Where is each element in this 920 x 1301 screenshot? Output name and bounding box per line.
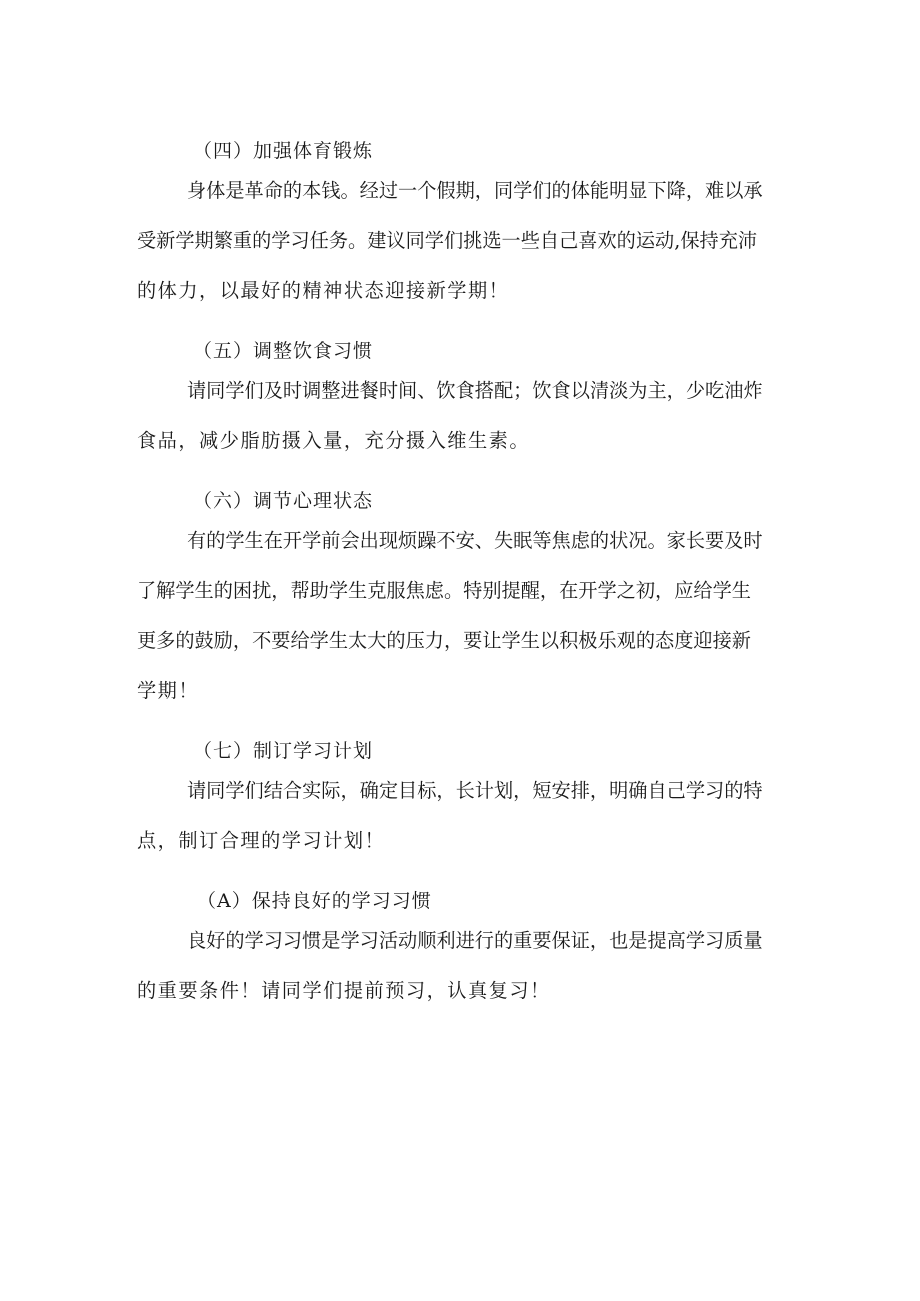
section-heading: （A）保持良好的学习习惯 <box>197 890 432 912</box>
section-study-plan <box>137 726 787 876</box>
section-physical-exercise <box>137 126 787 326</box>
section-heading: （五）调整饮食习惯 <box>193 340 374 362</box>
paragraph-line: 学期！ <box>137 679 200 702</box>
section-paragraph <box>137 776 787 876</box>
paragraph-line: 有的学生在开学前会出现烦躁不安、失眠等焦虑的状况。家长要及时 <box>187 529 763 552</box>
paragraph-line: 更多的鼓励，不要给学生太大的压力，要让学生以积极乐观的态度迎接新 <box>137 629 751 652</box>
paragraph-line: 请同学们结合实际，确定目标，长计划，短安排，明确自己学习的特 <box>187 779 763 802</box>
paragraph-line: 了解学生的困扰，帮助学生克服焦虑。特别提醒，在开学之初，应给学生 <box>137 579 751 602</box>
paragraph-line: 请同学们及时调整进餐时间、饮食搭配；饮食以清淡为主，少吃油炸 <box>187 379 763 402</box>
paragraph-line: 良好的学习习惯是学习活动顺利进行的重要保证，也是提高学习质量 <box>187 929 763 952</box>
section-diet-habits <box>137 326 787 476</box>
paragraph-line: 食品，减少脂肪摄入量，充分摄入维生素。 <box>137 429 531 452</box>
paragraph-line: 受新学期繁重的学习任务。建议同学们挑选一些自己喜欢的运动,保持充沛 <box>137 229 758 252</box>
paragraph-line: 的体力，以最好的精神状态迎接新学期！ <box>137 279 510 302</box>
section-paragraph <box>137 926 787 1026</box>
paragraph-line: 点，制订合理的学习计划！ <box>137 829 386 852</box>
section-paragraph <box>137 176 787 326</box>
section-study-habits <box>137 876 787 1026</box>
document-body <box>137 126 787 1026</box>
section-heading: （七）制订学习计划 <box>193 740 374 762</box>
section-mental-state <box>137 476 787 726</box>
section-paragraph <box>137 526 787 726</box>
paragraph-line: 的重要条件！请同学们提前预习，认真复习！ <box>137 979 551 1002</box>
section-heading: （四）加强体育锻炼 <box>193 140 374 162</box>
paragraph-line: 身体是革命的本钱。经过一个假期，同学们的体能明显下降，难以承 <box>187 179 763 202</box>
section-heading: （六）调节心理状态 <box>193 490 374 512</box>
section-paragraph <box>137 376 787 476</box>
